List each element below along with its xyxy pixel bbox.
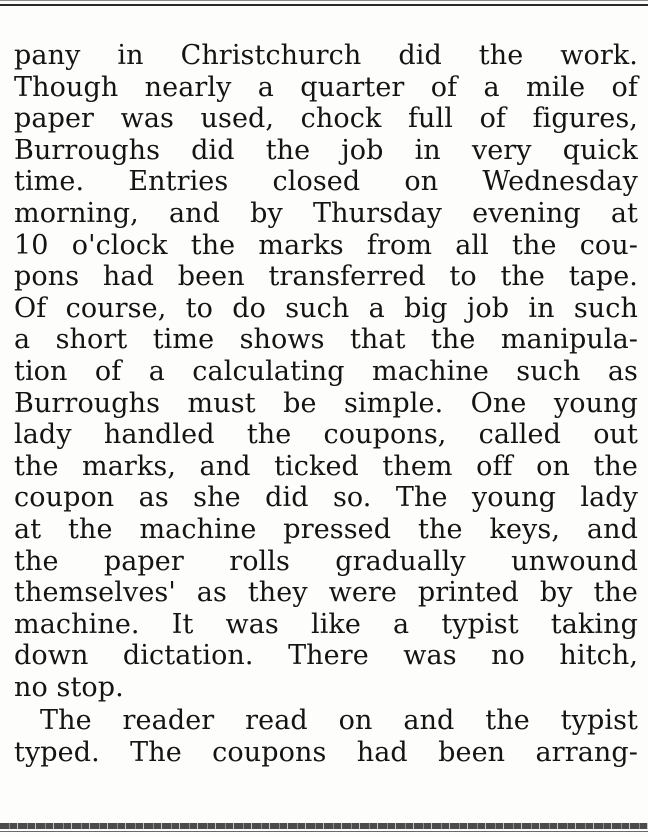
text-line: Of course, to do such a big job in such: [14, 292, 638, 324]
text-line: paper was used, chock full of figures,: [14, 103, 638, 135]
bottom-hairline: [0, 831, 648, 832]
article-paragraph-1: [14, 40, 638, 703]
article-column: [14, 40, 638, 769]
text-line: lady handled the coupons, called out: [14, 419, 638, 451]
text-line: coupon as she did so. The young lady: [14, 482, 638, 514]
text-line: pany in Christchurch did the work.: [14, 40, 638, 71]
text-line: down dictation. There was no hitch,: [14, 640, 638, 672]
text-line: typed. The coupons had been arrang-: [14, 737, 638, 769]
text-line: time. Entries closed on Wednesday: [14, 166, 638, 198]
text-line: Burroughs must be simple. One young: [14, 387, 638, 419]
text-line: tion of a calculating machine such as: [14, 355, 638, 387]
article-paragraph-2: [14, 705, 638, 768]
text-line: machine. It was like a typist taking: [14, 608, 638, 640]
text-line: 10 o'clock the marks from all the cou-: [14, 229, 638, 261]
text-line: themselves' as they were printed by the: [14, 577, 638, 609]
text-line: pons had been transferred to the tape.: [14, 261, 638, 293]
text-line: no stop.: [14, 671, 124, 703]
text-line: The reader read on and the typist: [40, 705, 638, 737]
text-line: Burroughs did the job in very quick: [14, 134, 638, 166]
text-line: the marks, and ticked them off on the: [14, 450, 638, 482]
top-column-rule: [0, 4, 648, 6]
text-line: morning, and by Thursday evening at: [14, 197, 638, 229]
text-line: Though nearly a quarter of a mile of: [14, 71, 638, 103]
top-hairline: [0, 0, 648, 1]
text-line: a short time shows that the manipula-: [14, 324, 638, 356]
text-line: the paper rolls gradually unwound: [14, 545, 638, 577]
bottom-column-rule: [0, 823, 648, 829]
text-line: at the machine pressed the keys, and: [14, 513, 638, 545]
